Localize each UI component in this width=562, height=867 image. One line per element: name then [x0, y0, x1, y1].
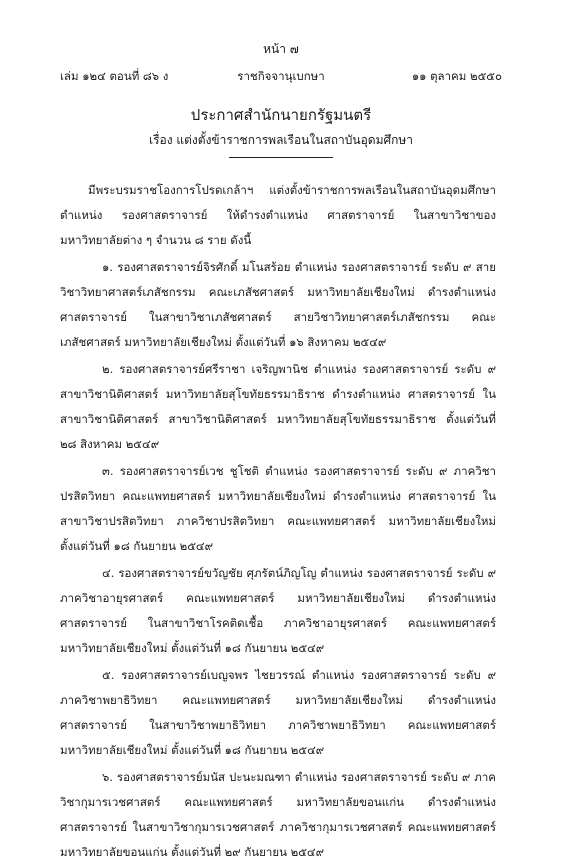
appointment-item-1: ๑. รองศาสตราจารย์จิรศักดิ์ มโนสร้อย ตำแหน่ง รองศาสตราจารย์ ระดับ ๙ สายวิชาวิทยาศาสตร์เภสัชกรรม คณะเภสัชศาสตร์ มหาวิทยาลัยเชียงใหม่ ดำรงตำแหน่ง ศาสตราจารย์ ในสาขาวิชาเภสัชศาสตร์ สายวิชาวิทยาศาสตร์เภสัชกรรม คณะเภสัชศาสตร์ มหาวิทยาลัยเชียงใหม่ ตั้งแต่วันที่ ๑๖ สิงหาคม ๒๕๔๙: [60, 260, 496, 349]
appointment-item-4: ๔. รองศาสตราจารย์ขวัญชัย ศุภรัตน์ภิญโญ ตำแหน่ง รองศาสตราจารย์ ระดับ ๙ ภาควิชาอายุรศาสตร์ คณะแพทยศาสตร์ มหาวิทยาลัยเชียงใหม่ ดำรงตำแหน่ง ศาสตราจารย์ ในสาขาวิชาโรคติดเชื้อ ภาควิชาอายุรศาสตร์ คณะแพทยศาสตร์ มหาวิทยาลัยเชียงใหม่ ตั้งแต่วันที่ ๑๘ กันยายน ๒๕๔๙: [60, 566, 496, 655]
announcement-subject: เรื่อง แต่งตั้งข้าราชการพลเรือนในสถาบันอุดมศึกษา: [148, 133, 414, 147]
announcement-body: [60, 178, 496, 867]
issue-info: เล่ม ๑๒๔ ตอนที่ ๘๖ ง: [60, 69, 169, 83]
announcement-title: ประกาศสำนักนายกรัฐมนตรี: [190, 106, 372, 124]
appointment-item-5: ๕. รองศาสตราจารย์เบญจพร ไชยวรรณ์ ตำแหน่ง รองศาสตราจารย์ ระดับ ๙ ภาควิชาพยาธิวิทยา คณะแพทยศาสตร์ มหาวิทยาลัยเชียงใหม่ ดำรงตำแหน่ง ศาสตราจารย์ ในสาขาวิชาพยาธิวิทยา ภาควิชาพยาธิวิทยา คณะแพทยศาสตร์ มหาวิทยาลัยเชียงใหม่ ตั้งแต่วันที่ ๑๘ กันยายน ๒๕๔๙: [60, 668, 496, 757]
appointment-item-6: ๖. รองศาสตราจารย์มนัส ปะนะมณฑา ตำแหน่ง รองศาสตราจารย์ ระดับ ๙ ภาควิชากุมารเวชศาสตร์ คณะแพทยศาสตร์ มหาวิทยาลัยขอนแก่น ดำรงตำแหน่ง ศาสตราจารย์ ในสาขาวิชากุมารเวชศาสตร์ ภาควิชากุมารเวชศาสตร์ คณะแพทยศาสตร์ มหาวิทยาลัยขอนแก่น ตั้งแต่วันที่ ๒๙ กันยายน ๒๕๔๙: [60, 770, 496, 859]
appointment-item-3: ๓. รองศาสตราจารย์เวช ชูโชติ ตำแหน่ง รองศาสตราจารย์ ระดับ ๙ ภาควิชาปรสิตวิทยา คณะแพทยศาสตร์ มหาวิทยาลัยเชียงใหม่ ดำรงตำแหน่ง ศาสตราจารย์ ในสาขาวิชาปรสิตวิทยา ภาควิชาปรสิตวิทยา คณะแพทยศาสตร์ มหาวิทยาลัยเชียงใหม่ ตั้งแต่วันที่ ๑๘ กันยายน ๒๕๔๙: [60, 464, 496, 553]
page-number: หน้า ๗: [263, 42, 299, 56]
title-divider: [229, 157, 333, 158]
publication-date: ๑๑ ตุลาคม ๒๕๕๐: [411, 69, 502, 83]
intro-paragraph: มีพระบรมราชโองการโปรดเกล้าฯ แต่งตั้งข้าราชการพลเรือนในสถาบันอุดมศึกษา ตำแหน่ง รองศาสตราจารย์ ให้ดำรงตำแหน่ง ศาสตราจารย์ ในสาขาวิชาของมหาวิทยาลัยต่าง ๆ จำนวน ๘ ราย ดังนี้: [60, 183, 496, 247]
publication-name: ราชกิจจานุเบกษา: [237, 69, 325, 83]
appointment-item-2: ๒. รองศาสตราจารย์ศรีราชา เจริญพานิช ตำแหน่ง รองศาสตราจารย์ ระดับ ๙ สาขาวิชานิติศาสตร์ มหาวิทยาลัยสุโขทัยธรรมาธิราช ดำรงตำแหน่ง ศาสตราจารย์ ในสาขาวิชานิติศาสตร์ สาขาวิชานิติศาสตร์ มหาวิทยาลัยสุโขทัยธรรมาธิราช ตั้งแต่วันที่ ๒๘ สิงหาคม ๒๕๔๙: [60, 362, 496, 451]
